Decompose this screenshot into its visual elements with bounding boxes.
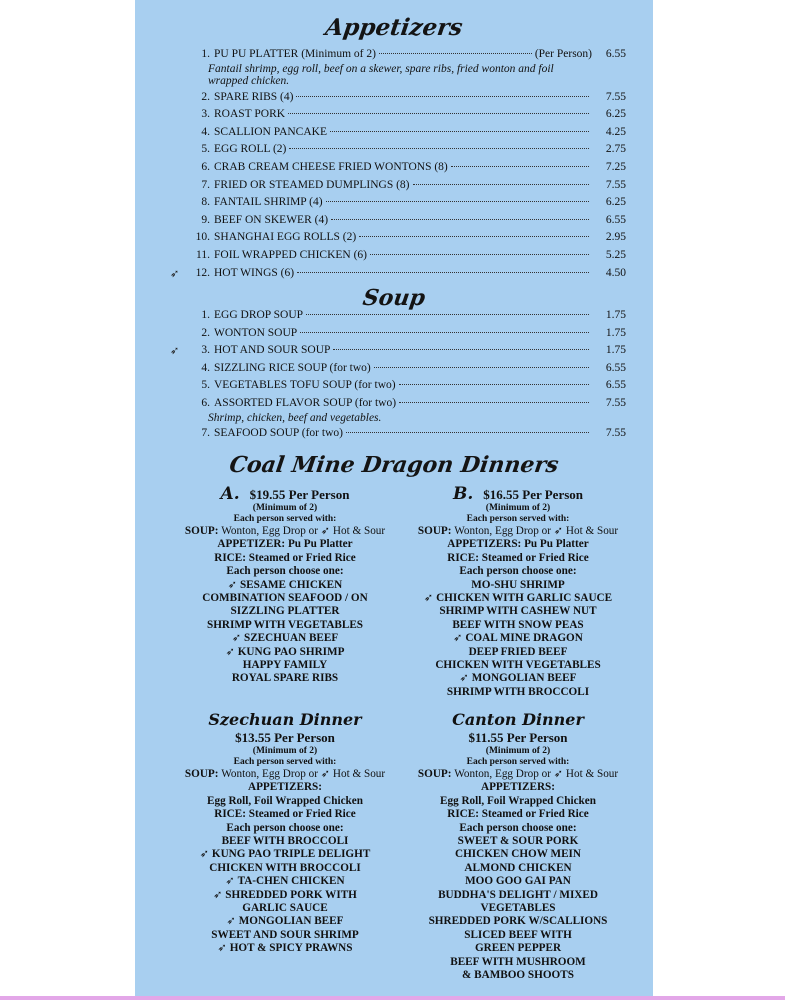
dish-item	[160, 929, 410, 942]
appetizer-item-price: 4.25	[605, 125, 626, 138]
dish-item	[160, 889, 410, 902]
pepper-icon: ➶	[453, 632, 466, 645]
soup-item-name: HOT AND SOUR SOUP	[214, 344, 331, 357]
dish-item	[160, 646, 410, 659]
dish-name: SHRIMP WITH CASHEW NUT	[439, 605, 597, 618]
leader-dots	[451, 166, 589, 167]
appetizer-item-number: 2.	[201, 90, 210, 103]
soup-item-price: 1.75	[605, 309, 626, 321]
appetizer-item-price: 6.25	[605, 196, 626, 209]
appetizer-item	[180, 126, 626, 139]
dish-name: CHICKEN CHOW MEIN	[455, 848, 581, 861]
appetizer-item-name: FRIED OR STEAMED DUMPLINGS (8)	[214, 178, 410, 191]
dish-item	[160, 915, 410, 928]
dish-name: GARLIC SAUCE	[242, 902, 328, 915]
canton-minimum: (Minimum of 2)	[485, 746, 551, 756]
appetizers-heading: Appetizers	[323, 14, 465, 41]
appetizer-item-name: FANTAIL SHRIMP (4)	[214, 196, 323, 209]
dish-item	[398, 942, 638, 955]
soup-item-name: SEAFOOD SOUP (for two)	[214, 426, 343, 439]
dish-item	[398, 915, 638, 928]
dinner-b-soup-hot: Hot & Sour	[565, 525, 619, 537]
leader-dots	[374, 367, 589, 368]
dish-item	[398, 848, 638, 861]
appetizer-item-price: 7.55	[605, 90, 626, 103]
dish-name: CHICKEN WITH BROCCOLI	[209, 861, 361, 874]
dish-name: MOO GOO GAI PAN	[465, 875, 571, 888]
szechuan-dinner	[160, 710, 410, 956]
soup-item	[180, 362, 626, 375]
dish-name: BEEF WITH SNOW PEAS	[452, 618, 584, 631]
leader-dots	[379, 53, 532, 54]
dish-item	[398, 862, 638, 875]
dinner-a-served: Each person served with:	[233, 514, 337, 524]
dish-name: SLICED BEEF WITH	[464, 928, 572, 941]
leader-dots	[359, 236, 589, 237]
szechuan-rice: RICE: Steamed or Fried Rice	[214, 808, 356, 821]
appetizer-item	[180, 143, 626, 156]
dish-item	[398, 592, 638, 605]
appetizer-item	[180, 214, 626, 227]
soup-item-name: SIZZLING RICE SOUP (for two)	[214, 361, 371, 374]
dish-item	[160, 875, 410, 888]
appetizer-item-number: 6.	[201, 161, 210, 173]
soup-item	[180, 327, 626, 340]
dinner-a-rice: RICE: Steamed or Fried Rice	[214, 551, 356, 564]
dish-name: KUNG PAO SHRIMP	[237, 645, 345, 658]
leader-dots	[288, 113, 589, 114]
appetizer-item-unit: (Per Person)	[534, 48, 592, 60]
appetizer-item-price: 6.55	[605, 213, 626, 226]
appetizer-item-number: 4.	[201, 125, 210, 138]
appetizer-item	[180, 249, 626, 262]
leader-dots	[326, 201, 589, 202]
canton-soup-hot: Hot & Sour	[565, 768, 619, 780]
appetizer-item-number: 7.	[201, 178, 210, 191]
soup-item-description: Shrimp, chicken, beef and vegetables.	[208, 411, 382, 424]
soup-item-price: 6.55	[605, 379, 626, 392]
dish-item	[398, 672, 638, 685]
soup-item-name: EGG DROP SOUP	[214, 309, 304, 321]
soup-item	[180, 344, 626, 357]
pepper-icon: ➶	[225, 875, 238, 888]
dinner-b-minimum: (Minimum of 2)	[485, 503, 551, 513]
leader-dots	[413, 184, 589, 185]
leader-dots	[333, 349, 589, 350]
pepper-icon: ➶	[553, 525, 564, 537]
soup-item-price: 6.55	[605, 361, 626, 374]
dish-name: TA-CHEN CHICKEN	[237, 875, 345, 888]
appetizer-item	[180, 91, 626, 104]
soup-item-price: 1.75	[605, 326, 626, 339]
appetizer-item-price: 6.55	[605, 48, 626, 60]
szechuan-items	[160, 835, 410, 956]
appetizer-item-number: 9.	[201, 213, 210, 226]
dinner-a-appetizer: APPETIZER: Pu Pu Platter	[217, 538, 353, 551]
dish-name: MONGOLIAN BEEF	[238, 915, 344, 928]
dish-name: COAL MINE DRAGON	[465, 632, 583, 645]
dish-item	[160, 862, 410, 875]
pepper-icon: ➶	[320, 525, 331, 537]
pepper-icon: ➶	[170, 345, 180, 358]
canton-title: Canton Dinner	[452, 710, 584, 729]
dish-item	[160, 605, 410, 618]
dish-item	[160, 848, 410, 861]
appetizer-item-name: SHANGHAI EGG ROLLS (2)	[214, 231, 357, 244]
appetizer-item	[180, 267, 626, 280]
leader-dots	[297, 272, 589, 273]
leader-dots	[331, 219, 589, 220]
dinner-b-appetizer: APPETIZERS: Pu Pu Platter	[447, 538, 589, 551]
dish-item	[160, 659, 410, 672]
dish-item	[398, 929, 638, 942]
dish-item	[398, 889, 638, 902]
appetizer-item-price: 5.25	[605, 249, 626, 261]
szechuan-choose: Each person choose one:	[226, 821, 344, 834]
dinner-a-soup-text: Wonton, Egg Drop or	[221, 525, 318, 537]
dish-name: SWEET AND SOUR SHRIMP	[211, 928, 359, 941]
soup-item-price: 1.75	[605, 344, 626, 357]
soup-item	[180, 427, 626, 440]
pepper-icon: ➶	[217, 942, 230, 955]
szechuan-appetizer: Egg Roll, Foil Wrapped Chicken	[207, 794, 363, 807]
dinner-a-minimum: (Minimum of 2)	[252, 503, 318, 513]
appetizer-item-number: 3.	[201, 108, 210, 121]
szechuan-soup-text: Wonton, Egg Drop or	[221, 768, 318, 780]
dish-name: BUDDHA'S DELIGHT / MIXED	[438, 888, 598, 901]
soup-heading: Soup	[361, 285, 427, 311]
dish-name: CHICKEN WITH VEGETABLES	[435, 659, 601, 672]
szechuan-soup-label: SOUP:	[184, 768, 219, 780]
dinner-b-soup-label: SOUP:	[417, 525, 452, 537]
dish-name: SZECHUAN BEEF	[243, 632, 339, 645]
dish-name: SHREDDED PORK W/SCALLIONS	[428, 915, 608, 928]
leader-dots	[300, 332, 589, 333]
dish-item	[398, 835, 638, 848]
appetizer-item-number: 5.	[201, 143, 210, 156]
pepper-icon: ➶	[170, 267, 180, 280]
dish-item	[398, 619, 638, 632]
soup-item	[180, 379, 626, 392]
dish-name: SHRIMP WITH BROCCOLI	[446, 685, 590, 698]
dinner-a-soup-label: SOUP:	[184, 525, 219, 537]
dish-name: VEGETABLES	[480, 902, 556, 915]
dish-name: SHREDDED PORK WITH	[225, 888, 357, 901]
dinner-b-served: Each person served with:	[466, 514, 570, 524]
pepper-icon: ➶	[231, 632, 244, 645]
canton-appetizer: Egg Roll, Foil Wrapped Chicken	[440, 794, 596, 807]
dish-item	[398, 686, 638, 699]
dish-item	[398, 875, 638, 888]
soup-item-price: 7.55	[605, 397, 626, 409]
soup-item-number: 4.	[201, 361, 210, 374]
appetizer-item-number: 8.	[201, 196, 210, 209]
leader-dots	[399, 384, 589, 385]
dish-item	[160, 672, 410, 685]
soup-item-number: 5.	[201, 379, 210, 392]
dinner-a-choose: Each person choose one:	[226, 565, 344, 578]
canton-soup-text: Wonton, Egg Drop or	[454, 768, 551, 780]
dinner-a-items	[160, 579, 410, 686]
soup-item-price: 7.55	[605, 426, 626, 439]
dinner-b-choose: Each person choose one:	[459, 565, 577, 578]
dish-item	[160, 942, 410, 955]
dinner-b-items	[398, 579, 638, 700]
dish-item	[160, 835, 410, 848]
leader-dots	[330, 131, 589, 132]
leader-dots	[296, 96, 589, 97]
appetizer-item-price: 7.55	[605, 178, 626, 191]
dish-name: CHICKEN WITH GARLIC SAUCE	[436, 592, 613, 605]
dinners-heading: Coal Mine Dragon Dinners	[227, 452, 561, 478]
pepper-icon: ➶	[225, 645, 238, 658]
dish-name: MONGOLIAN BEEF	[471, 672, 577, 685]
appetizer-item-price: 4.50	[605, 266, 626, 279]
canton-choose: Each person choose one:	[459, 821, 577, 834]
appetizer-item-name: CRAB CREAM CHEESE FRIED WONTONS (8)	[214, 161, 448, 173]
dish-name: ROYAL SPARE RIBS	[231, 672, 339, 685]
soup-item-name: WONTON SOUP	[214, 326, 298, 339]
canton-soup-label: SOUP:	[417, 768, 452, 780]
pepper-icon: ➶	[227, 578, 240, 591]
dish-item	[160, 579, 410, 592]
appetizer-item	[180, 48, 626, 61]
appetizer-item-name: ROAST PORK	[214, 108, 286, 121]
dish-name: BEEF WITH MUSHROOM	[450, 955, 586, 968]
canton-rice: RICE: Steamed or Fried Rice	[447, 808, 589, 821]
leader-dots	[306, 314, 589, 315]
appetizer-item-name: HOT WINGS (6)	[214, 266, 295, 279]
dish-item	[398, 632, 638, 645]
dish-item	[398, 646, 638, 659]
soup-item	[180, 397, 626, 410]
canton-price: $11.55 Per Person	[468, 730, 568, 745]
dish-item	[160, 632, 410, 645]
dish-name: & BAMBOO SHOOTS	[462, 969, 574, 982]
szechuan-price: $13.55 Per Person	[235, 730, 335, 745]
dish-name: SWEET & SOUR PORK	[457, 835, 579, 848]
leader-dots	[289, 148, 589, 149]
canton-dinner	[398, 710, 638, 983]
appetizer-item	[180, 196, 626, 209]
appetizer-item-name: SPARE RIBS (4)	[214, 90, 294, 103]
dish-item	[398, 579, 638, 592]
dish-item	[398, 902, 638, 915]
dinner-a-letter: A.	[220, 484, 240, 504]
dish-name: ALMOND CHICKEN	[464, 861, 572, 874]
soup-item	[180, 309, 626, 322]
soup-item-number: 6.	[201, 397, 210, 409]
dinner-b-rice: RICE: Steamed or Fried Rice	[447, 551, 589, 564]
appetizer-item-price: 2.95	[605, 231, 626, 244]
soup-item-number: 7.	[201, 426, 210, 439]
dish-name: KUNG PAO TRIPLE DELIGHT	[211, 848, 371, 861]
appetizer-item	[180, 231, 626, 244]
soup-item-name: VEGETABLES TOFU SOUP (for two)	[214, 379, 396, 392]
dish-name: DEEP FRIED BEEF	[468, 645, 568, 658]
pepper-icon: ➶	[199, 848, 212, 861]
dinner-b-letter: B.	[452, 484, 474, 504]
dish-item	[160, 592, 410, 605]
dish-name: SIZZLING PLATTER	[230, 605, 340, 618]
dinner-b-soup-text: Wonton, Egg Drop or	[454, 525, 551, 537]
pepper-icon: ➶	[213, 888, 226, 901]
dish-name: COMBINATION SEAFOOD / ON	[202, 592, 368, 605]
canton-served: Each person served with:	[466, 757, 570, 767]
dinner-a-price: $19.55 Per Person	[249, 487, 350, 502]
pepper-icon: ➶	[553, 768, 564, 780]
appetizer-item-name: EGG ROLL (2)	[214, 143, 287, 156]
appetizer-item-price: 6.25	[605, 108, 626, 121]
dish-item	[160, 619, 410, 632]
pepper-icon: ➶	[459, 672, 472, 685]
appetizer-item-price: 7.25	[605, 161, 626, 173]
appetizer-item-number: 10.	[195, 231, 210, 244]
dinner-b-price: $16.55 Per Person	[483, 487, 584, 502]
soup-item-number: 3.	[201, 344, 210, 357]
szechuan-title: Szechuan Dinner	[208, 710, 362, 729]
dish-name: BEEF WITH BROCCOLI	[221, 835, 349, 848]
dish-name: HAPPY FAMILY	[242, 659, 328, 672]
appetizer-item-number: 12.	[195, 266, 210, 279]
soup-item-number: 1.	[201, 309, 210, 321]
appetizer-item	[180, 161, 626, 174]
dish-name: GREEN PEPPER	[474, 942, 562, 955]
dish-item	[398, 659, 638, 672]
canton-items	[398, 835, 638, 982]
appetizer-item-name: SCALLION PANCAKE	[214, 125, 327, 138]
dish-name: HOT & SPICY PRAWNS	[229, 942, 353, 955]
paper-edge	[0, 996, 785, 1000]
dish-item	[398, 969, 638, 982]
dinner-a-soup-hot: Hot & Sour	[332, 525, 386, 537]
appetizer-item-number: 1.	[201, 48, 210, 60]
soup-item-name: ASSORTED FLAVOR SOUP (for two)	[214, 397, 397, 409]
dinner-a	[160, 486, 410, 686]
pepper-icon: ➶	[320, 768, 331, 780]
appetizer-item-name: BEEF ON SKEWER (4)	[214, 213, 329, 226]
dish-item	[398, 956, 638, 969]
szechuan-served: Each person served with:	[233, 757, 337, 767]
pepper-icon: ➶	[423, 592, 437, 605]
dish-name: SHRIMP WITH VEGETABLES	[206, 618, 364, 631]
appetizer-item	[180, 179, 626, 192]
appetizer-item-description: Fantail shrimp, egg roll, beef on a skewer, spare ribs, fried wonton and foil wrapped chicken.	[208, 62, 554, 88]
szechuan-soup-hot: Hot & Sour	[332, 768, 386, 780]
dinner-b	[398, 486, 638, 699]
dish-item	[398, 605, 638, 618]
appetizer-item-name: FOIL WRAPPED CHICKEN (6)	[214, 249, 368, 261]
leader-dots	[370, 254, 589, 255]
szechuan-minimum: (Minimum of 2)	[252, 746, 318, 756]
appetizer-item-name: PU PU PLATTER (Minimum of 2)	[214, 48, 376, 60]
dish-name: SESAME CHICKEN	[239, 578, 343, 591]
leader-dots	[346, 432, 589, 433]
szechuan-appetizer-label: APPETIZERS:	[248, 781, 322, 794]
appetizer-item-price: 2.75	[605, 143, 626, 156]
soup-item-number: 2.	[201, 326, 210, 339]
canton-appetizer-label: APPETIZERS:	[481, 781, 555, 794]
dish-name: MO-SHU SHRIMP	[471, 578, 565, 591]
pepper-icon: ➶	[226, 915, 239, 928]
appetizer-item	[180, 108, 626, 121]
appetizer-item-number: 11.	[196, 249, 210, 261]
dish-item	[160, 902, 410, 915]
leader-dots	[399, 402, 589, 403]
